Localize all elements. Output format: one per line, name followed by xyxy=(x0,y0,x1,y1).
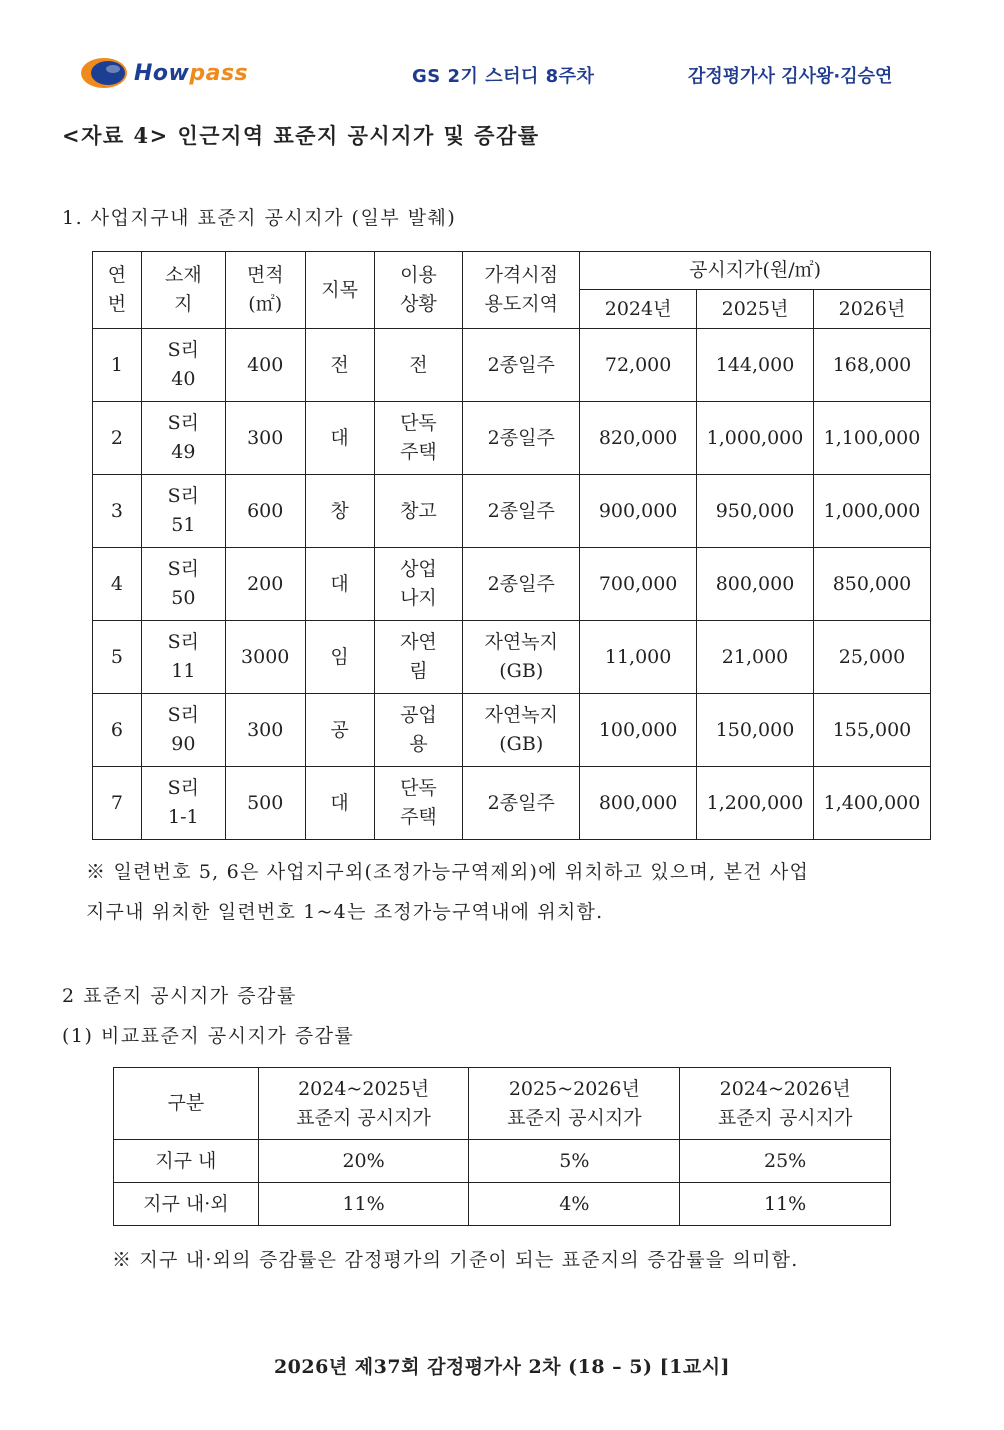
cell-use: 상업 나지 xyxy=(374,548,463,621)
cell-location: S리 90 xyxy=(141,694,225,767)
cell-location: S리 51 xyxy=(141,475,225,548)
cell-area: 200 xyxy=(225,548,305,621)
cell-price-2025: 150,000 xyxy=(697,694,814,767)
header-zone: 가격시점 용도지역 xyxy=(463,252,580,329)
cell-price-2025: 144,000 xyxy=(697,329,814,402)
header-year-2026: 2026년 xyxy=(813,290,930,329)
cell-serial: 3 xyxy=(93,475,142,548)
cell-use: 단독 주택 xyxy=(374,767,463,840)
cell-location: S리 40 xyxy=(141,329,225,402)
header-year-2024: 2024년 xyxy=(580,290,697,329)
cell-price-2024: 700,000 xyxy=(580,548,697,621)
cell-price-2024: 820,000 xyxy=(580,402,697,475)
page-footer: 2026년 제37회 감정평가사 2차 (18 – 5) [1교시] xyxy=(273,1356,731,1378)
cell-rate-2024-2025: 11% xyxy=(258,1183,469,1226)
cell-jimok: 대 xyxy=(305,548,374,621)
header-area: 면적 (㎡) xyxy=(225,252,305,329)
cell-use: 자연 림 xyxy=(374,621,463,694)
header-serial: 연 번 xyxy=(93,252,142,329)
document-title: <자료 4> 인근지역 표준지 공시지가 및 증감률 xyxy=(62,123,540,148)
cell-rate-2025-2026: 5% xyxy=(469,1140,680,1183)
table-row xyxy=(93,548,931,621)
cell-area: 400 xyxy=(225,329,305,402)
cell-jimok: 임 xyxy=(305,621,374,694)
cell-rate-2024-2026: 11% xyxy=(680,1183,891,1226)
header-authors: 감정평가사 김사왕·김승연 xyxy=(688,66,893,87)
cell-location: S리 49 xyxy=(141,402,225,475)
table-row xyxy=(93,402,931,475)
section2-heading: 2 표준지 공시지가 증감률 xyxy=(62,985,297,1007)
cell-zone: 2종일주 xyxy=(463,767,580,840)
cell-zone: 2종일주 xyxy=(463,548,580,621)
cell-rate-2025-2026: 4% xyxy=(469,1183,680,1226)
howpass-logo xyxy=(80,56,270,92)
cell-area: 500 xyxy=(225,767,305,840)
section1-note-line2: 지구내 위치한 일련번호 1~4는 조정가능구역내에 위치함. xyxy=(86,901,604,923)
cell-price-2026: 25,000 xyxy=(813,621,930,694)
change-rate-body xyxy=(114,1140,891,1226)
cell-area: 600 xyxy=(225,475,305,548)
cell-price-2025: 1,000,000 xyxy=(697,402,814,475)
cell-zone: 자연녹지 (GB) xyxy=(463,621,580,694)
cell-price-2025: 21,000 xyxy=(697,621,814,694)
change-rate-table xyxy=(113,1067,891,1226)
header-price-group: 공시지가(원/㎡) xyxy=(580,252,931,290)
howpass-logo-icon xyxy=(80,56,132,90)
cell-price-2025: 1,200,000 xyxy=(697,767,814,840)
logo-wordmark: Howpass xyxy=(134,61,249,86)
cell-rate-2024-2026: 25% xyxy=(680,1140,891,1183)
header-gubun: 구분 xyxy=(114,1068,259,1140)
table-row xyxy=(114,1183,891,1226)
section2-subheading: (1) 비교표준지 공시지가 증감률 xyxy=(62,1025,355,1047)
cell-zone: 자연녹지 (GB) xyxy=(463,694,580,767)
cell-price-2025: 800,000 xyxy=(697,548,814,621)
page-header xyxy=(0,54,1004,94)
cell-region: 지구 내·외 xyxy=(114,1183,259,1226)
cell-area: 3000 xyxy=(225,621,305,694)
cell-area: 300 xyxy=(225,402,305,475)
header-year-2025: 2025년 xyxy=(697,290,814,329)
table-row xyxy=(93,621,931,694)
cell-serial: 5 xyxy=(93,621,142,694)
cell-serial: 2 xyxy=(93,402,142,475)
cell-serial: 4 xyxy=(93,548,142,621)
cell-location: S리 11 xyxy=(141,621,225,694)
section1-note-line1: ※ 일련번호 5, 6은 사업지구외(조정가능구역제외)에 위치하고 있으며, 본건 사업 xyxy=(86,861,810,883)
cell-zone: 2종일주 xyxy=(463,475,580,548)
cell-jimok: 공 xyxy=(305,694,374,767)
section1-heading: 1. 사업지구내 표준지 공시지가 (일부 발췌) xyxy=(62,207,457,229)
cell-use: 단독 주택 xyxy=(374,402,463,475)
header-location: 소재 지 xyxy=(141,252,225,329)
header-jimok: 지목 xyxy=(305,252,374,329)
header-period-2024-2026: 2024~2026년 표준지 공시지가 xyxy=(680,1068,891,1140)
cell-location: S리 1-1 xyxy=(141,767,225,840)
cell-price-2024: 72,000 xyxy=(580,329,697,402)
cell-region: 지구 내 xyxy=(114,1140,259,1183)
cell-zone: 2종일주 xyxy=(463,329,580,402)
section1-note xyxy=(86,852,956,932)
header-use: 이용 상황 xyxy=(374,252,463,329)
cell-serial: 1 xyxy=(93,329,142,402)
table-row xyxy=(93,767,931,840)
cell-price-2026: 1,100,000 xyxy=(813,402,930,475)
cell-serial: 7 xyxy=(93,767,142,840)
cell-jimok: 전 xyxy=(305,329,374,402)
cell-price-2024: 900,000 xyxy=(580,475,697,548)
cell-price-2024: 11,000 xyxy=(580,621,697,694)
cell-rate-2024-2025: 20% xyxy=(258,1140,469,1183)
cell-price-2024: 800,000 xyxy=(580,767,697,840)
price-table-body xyxy=(93,329,931,840)
header-period-2024-2025: 2024~2025년 표준지 공시지가 xyxy=(258,1068,469,1140)
cell-area: 300 xyxy=(225,694,305,767)
standard-land-price-table xyxy=(92,251,931,840)
cell-price-2026: 155,000 xyxy=(813,694,930,767)
table-row xyxy=(93,475,931,548)
cell-use: 창고 xyxy=(374,475,463,548)
cell-location: S리 50 xyxy=(141,548,225,621)
cell-jimok: 대 xyxy=(305,402,374,475)
cell-zone: 2종일주 xyxy=(463,402,580,475)
header-study-title: GS 2기 스터디 8주차 xyxy=(412,66,595,87)
table-row xyxy=(114,1140,891,1183)
cell-jimok: 창 xyxy=(305,475,374,548)
cell-jimok: 대 xyxy=(305,767,374,840)
header-period-2025-2026: 2025~2026년 표준지 공시지가 xyxy=(469,1068,680,1140)
cell-price-2026: 1,000,000 xyxy=(813,475,930,548)
cell-price-2026: 1,400,000 xyxy=(813,767,930,840)
cell-serial: 6 xyxy=(93,694,142,767)
section2-note: ※ 지구 내·외의 증감률은 감정평가의 기준이 되는 표준지의 증감률을 의미함. xyxy=(112,1249,799,1271)
cell-use: 전 xyxy=(374,329,463,402)
table-row xyxy=(93,329,931,402)
cell-price-2026: 850,000 xyxy=(813,548,930,621)
cell-price-2025: 950,000 xyxy=(697,475,814,548)
cell-use: 공업 용 xyxy=(374,694,463,767)
cell-price-2024: 100,000 xyxy=(580,694,697,767)
table-row xyxy=(93,694,931,767)
cell-price-2026: 168,000 xyxy=(813,329,930,402)
